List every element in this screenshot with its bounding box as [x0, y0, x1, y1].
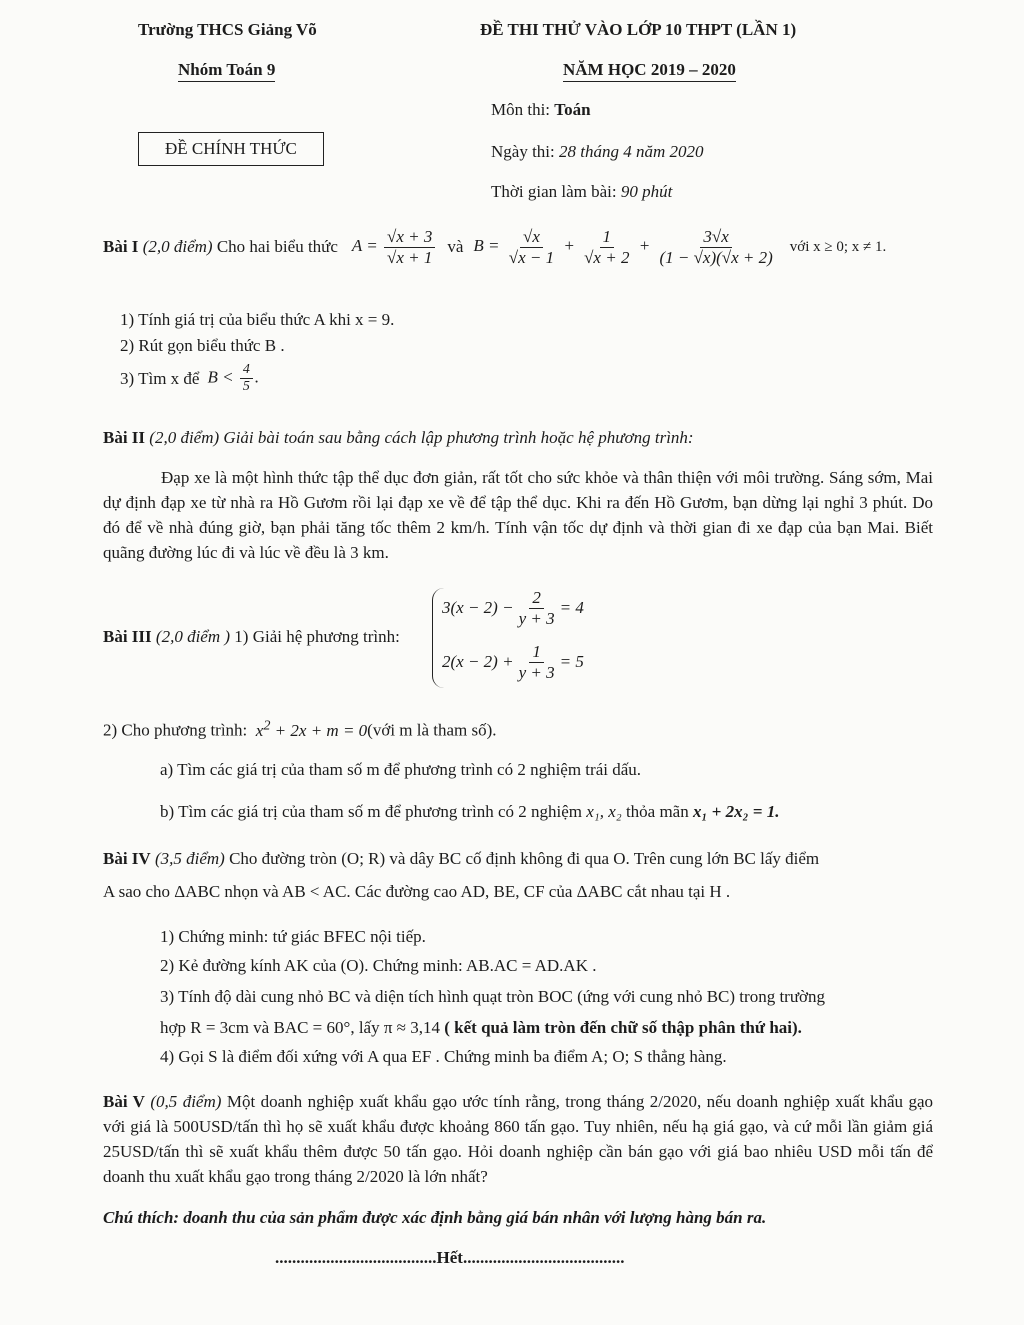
bai4-text2: A sao cho ΔABC nhọn và AB < AC. Các đường cao AD, BE, CF của ΔABC cắt nhau tại H .	[103, 882, 731, 901]
official-label: ĐỀ CHÍNH THỨC	[138, 132, 324, 166]
bai1-header	[103, 225, 886, 269]
date-row	[491, 142, 704, 162]
bai1-q2: 2) Rút gọn biểu thức B .	[120, 336, 285, 355]
bai1-points: (2,0 điểm)	[142, 237, 213, 256]
bai3-q2-note: (với m là tham số).	[367, 720, 497, 740]
bai3-qb-mid: thỏa mãn	[625, 802, 689, 821]
bai1-q3-text: 3) Tìm x để	[120, 368, 200, 388]
bai4-text1: Cho đường tròn (O; R) và dây BC cố định không đi qua O. Trên cung lớn BC lấy điểm	[229, 849, 820, 868]
bai3-qa: a) Tìm các giá trị của tham số m để phương trình có 2 nghiệm trái dấu.	[160, 760, 642, 779]
bai1-condition: với x ≥ 0; x ≠ 1.	[789, 238, 887, 255]
bai3-q2-intro: 2) Cho phương trình:	[103, 720, 248, 740]
group-name: Nhóm Toán 9	[178, 60, 275, 82]
bai3-qb-eq: x₁ + 2x₂ = 1.	[692, 802, 780, 821]
exam-title: ĐỀ THI THỬ VÀO LỚP 10 THPT (LẦN 1)	[480, 20, 797, 39]
bai2-title: Bài II	[103, 428, 146, 447]
quadratic-equation: $x^2 + 2x + m = 0$	[251, 717, 368, 740]
bai4-q2: 2) Kẻ đường kính AK của (O). Chứng minh: AB.AC = AD.AK .	[160, 956, 597, 975]
note: Chú thích: doanh thu của sản phẩm được xác định bằng giá bán nhân với lượng hàng bán ra.	[103, 1208, 767, 1227]
bai4-points: (3,5 điểm)	[154, 849, 225, 868]
bai5-title: Bài V	[103, 1092, 145, 1111]
bai4-q3b-prefix: hợp R = 3cm và BAC = 60°, lấy π ≈ 3,14	[160, 1018, 441, 1037]
subject-row	[491, 100, 591, 120]
bai5-paragraph	[103, 1089, 933, 1189]
bai4-q3b-bold: ( kết quả làm tròn đến chữ số thập phân thứ hai).	[444, 1018, 802, 1037]
bai1-intro: Cho hai biểu thức	[216, 237, 338, 256]
school-year: NĂM HỌC 2019 – 2020	[563, 60, 736, 82]
bai5-text: Một doanh nghiệp xuất khẩu gạo ước tính rằng, trong tháng 2/2020, nếu doanh nghiệp xuất khẩu gạo với giá là 500USD/tấn thì họ sẽ xuất khẩu được khoảng 860 tấn gạo. Tuy nhiên, nếu hạ giá gạo, và cứ mỗi lần giảm giá 25USD/tấn thì sẽ xuất khẩu thêm được 50 tấn gạo. Hỏi doanh nghiệp cần bán gạo với giá bao nhiêu USD mỗi tấn để doanh thu xuất khẩu gạo trong tháng 2/2020 là lớn nhất?	[103, 1092, 933, 1186]
duration-row	[491, 182, 672, 202]
date-label: Ngày thi:	[491, 142, 555, 161]
bai5-points: (0,5 điểm)	[150, 1092, 222, 1111]
bai3-title: Bài III	[103, 627, 152, 646]
bai3-points: (2,0 điểm )	[155, 627, 231, 646]
system-eq2: 2(x − 2) + $\frac{1}{y + 3}$ = 5	[442, 642, 584, 682]
bai4-line1	[103, 849, 819, 869]
bai4-q4: 4) Gọi S là điểm đối xứng với A qua EF . Chứng minh ba điểm A; O; S thẳng hàng.	[160, 1047, 727, 1066]
date-value: 28 tháng 4 năm 2020	[559, 142, 704, 161]
footer-end: Hết	[436, 1248, 463, 1267]
bai2-points: (2,0 điểm) Giải bài toán sau bằng cách lập phương trình hoặc hệ phương trình:	[149, 428, 694, 447]
duration-label: Thời gian làm bài:	[491, 182, 617, 201]
system-eq1: 3(x − 2) − $\frac{2}{y + 3}$ = 4	[442, 588, 584, 628]
formula-A: A = $\frac{√x + 3}{√x + 1}$	[352, 227, 437, 267]
bai3-qb-vars: x₁, x₂	[586, 802, 622, 821]
bai1-and: và	[447, 237, 464, 256]
formula-B: B = $\frac{√x}{√x - 1}$ + $\frac{1}{√x + 2}$ + $\frac{3√x}{(1 - √x)(√x + 2)}$	[473, 226, 773, 267]
subject-label: Môn thi:	[491, 100, 551, 119]
subject-value: Toán	[554, 100, 591, 119]
formula-B-lt: B < $\frac{4}{5}$ .	[207, 362, 260, 395]
footer-dots-left: ......................................	[275, 1248, 437, 1267]
school-name: Trường THCS Giảng Võ	[138, 20, 317, 39]
duration-value: 90 phút	[620, 182, 673, 201]
bai2-text: Đạp xe là một hình thức tập thể dục đơn giản, rất tốt cho sức khỏe và thân thiện với môi trường. Sáng sớm, Mai dự định đạp xe từ nhà ra Hồ Gươm rồi lại đạp xe về để tập thể dục. Khi ra đến Hồ Gươm, bạn dừng lại nghỉ 3 phút. Do đó để về nhà đúng giờ, bạn phải tăng tốc thêm 2 km/h. Tính vận tốc dự định và thời gian đi xe đạp của bạn Mai. Biết quãng đường lúc đi và lúc về đều là 3 km.	[103, 468, 933, 562]
footer	[275, 1248, 624, 1268]
bai4-q3a: 3) Tính độ dài cung nhỏ BC và diện tích hình quạt tròn BOC (ứng với cung nhỏ BC) trong trường	[160, 987, 826, 1006]
bai3-q1: 1) Giải hệ phương trình:	[234, 627, 400, 646]
bai3-header	[103, 627, 400, 647]
bai1-q1: 1) Tính giá trị của biểu thức A khi x = 9.	[120, 310, 395, 329]
footer-dots-right: ......................................	[462, 1248, 625, 1267]
bai4-title: Bài IV	[103, 849, 151, 868]
bai2-header	[103, 428, 694, 448]
bai1-q3	[120, 362, 259, 395]
bai4-q1: 1) Chứng minh: tứ giác BFEC nội tiếp.	[160, 927, 426, 946]
bai3-qb-prefix: b) Tìm các giá trị của tham số m để phương trình có 2 nghiệm	[160, 802, 583, 821]
bai3-qb	[160, 802, 779, 822]
bai3-q2	[103, 717, 497, 741]
bai1-title: Bài I	[103, 237, 139, 256]
bai4-q3b	[160, 1018, 802, 1038]
